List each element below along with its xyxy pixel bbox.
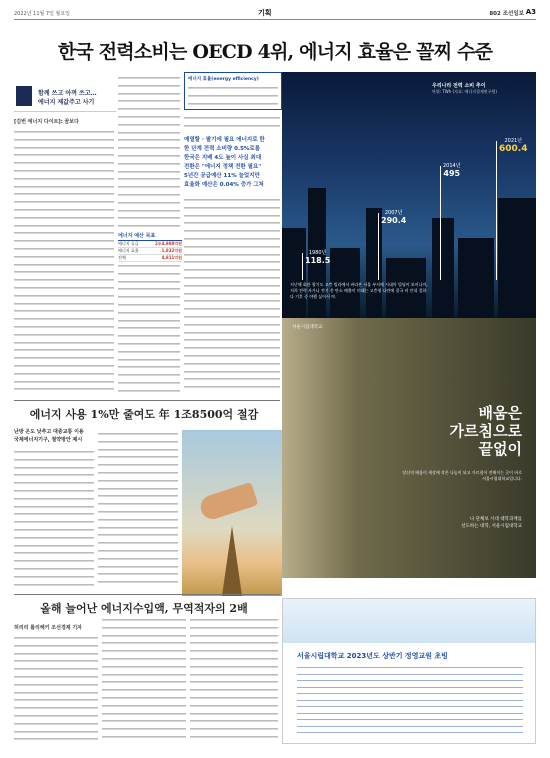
ad-title: 서울시립대학교 2023년도 상반기 정영교원 초빙	[297, 652, 448, 660]
subhead-line: 효율화 예산은 0.04% 증가 그쳐	[184, 182, 264, 188]
definition-title: 에너지 효율(energy efficiency)	[188, 77, 259, 82]
lead-line: 난방 온도 낮추고 대중교통 이용	[14, 429, 84, 435]
article-column-1	[14, 128, 114, 394]
article-column-2	[118, 74, 180, 228]
byline: [김번 에너지 다이트]: 꿈보다	[14, 119, 79, 125]
article-column-3-top	[184, 114, 280, 134]
ad-details	[297, 665, 523, 737]
city-photo-chart	[282, 72, 536, 318]
section-3-column-1	[14, 634, 98, 744]
section-2-title: 에너지 사용 1%만 줄여도 年 1조8500억 절감	[29, 408, 259, 421]
chart-data-label	[499, 137, 527, 154]
hand-plane-illustration	[182, 430, 282, 596]
chart-bar	[378, 213, 379, 280]
chart-category-label: 2007년	[384, 209, 403, 216]
ad-banner-illustration	[283, 599, 535, 643]
definition-box	[184, 72, 282, 110]
chart-data-label	[305, 249, 330, 265]
chart-data-label	[443, 162, 461, 178]
main-headline: 한국 전력소비는 OECD 4위, 에너지 효율은 꼴찌 수준	[57, 41, 493, 63]
ad-brand: 서울시립대학교	[292, 325, 323, 330]
section-divider	[14, 594, 280, 595]
hand-icon	[198, 482, 259, 522]
chart-bar	[302, 253, 303, 280]
subhead-line: 한 단계 전력 소비량 0.5%로를	[184, 146, 261, 152]
ad-slogan: 배움은 가르침으로 끝없이	[449, 404, 522, 458]
lead-line: 국제에너지기구, 절약방안 제시	[14, 437, 83, 443]
budget-table	[118, 232, 182, 262]
section-divider	[14, 400, 280, 401]
ad-body: 당신의 배움이 세상에 작은 나눔이 되고 가르침이 전해지는 곳이 바로 서울시립대학교입니다.	[402, 470, 522, 481]
table-row: 전체 4,811억원	[118, 255, 182, 260]
subhead-line: 5년간 공급예산 11% 늘었지만	[184, 173, 260, 179]
section-3-title: 올해 늘어난 에너지수입액, 무역적자의 2배	[40, 602, 248, 615]
chart-category-label: 2014년	[443, 162, 461, 169]
section-3-column-2	[102, 616, 186, 744]
subhead-line: 전환은 "에너지 정책 전환 필요"	[184, 164, 262, 170]
photo-caption: 지난해 회관 광기도 고층 빌라에서 바라본 서울 부지에 시네마 빌딩이 보이나까, 저희 전력 자가나 전기 총 탄소 배출이 미래는 고층형 나란에 결국 비 안내 절하다 기후 중 야했 싶어서 야.	[290, 282, 428, 299]
byline: 허리리 롤리해키 조선경제 기자	[14, 625, 83, 631]
chart-bar	[440, 166, 441, 280]
faculty-recruit-ad	[282, 598, 536, 744]
highlight-subheads	[184, 136, 280, 190]
chart-value-label: 600.4	[499, 144, 528, 155]
university-ad	[282, 318, 536, 578]
subhead-line: 한국은 지배 4도 높이 사실 최대	[184, 155, 262, 161]
series-logo-icon	[16, 86, 32, 106]
article-column-3	[184, 196, 280, 396]
section-2-column-2	[98, 430, 178, 588]
chart-subtitle: 단위: TWh (자료: 에너지경제연구원)	[432, 89, 497, 94]
table-row: 에너지 공급 2조4,988억원	[118, 241, 182, 246]
article-column-2-bottom	[118, 262, 180, 396]
chart-bar	[496, 141, 497, 280]
chart-value-label: 118.5	[305, 255, 331, 265]
chart-title: 우리나라 전력 소비 추이	[432, 83, 486, 89]
paper-name: 802 조선일보	[489, 11, 524, 17]
page-header	[14, 6, 536, 20]
section-2-leads	[14, 428, 94, 444]
chart-value-label: 495	[443, 168, 461, 178]
table-row: 에너지 효율 1,832억원	[118, 248, 182, 253]
publish-date: 2022년 11월 7일 월요일	[14, 11, 71, 17]
section-3-column-3	[190, 616, 278, 744]
series-title-line2: 에너지 제값주고 사기	[38, 99, 95, 106]
series-title-line1: 함께 쓰고 아껴 쓰고…	[38, 90, 97, 97]
page-number: A3	[525, 8, 536, 16]
table-title: 에너지 예산 목표	[118, 232, 182, 241]
ad-tagline: 나 단체보 시대 대학과계를 선도하는 대학, 서울시립대학교	[461, 517, 522, 529]
series-box	[14, 84, 116, 112]
subhead-line: 예열할 · 팔기에 필요 에너지로 한	[184, 137, 265, 143]
chart-category-label: 1980년	[308, 249, 327, 256]
section-name: 기획	[258, 8, 272, 17]
chart-value-label: 290.4	[381, 215, 407, 225]
chart-data-label	[381, 209, 406, 225]
chart-category-label: 2021년	[504, 138, 523, 145]
section-2-column-1	[14, 448, 94, 588]
